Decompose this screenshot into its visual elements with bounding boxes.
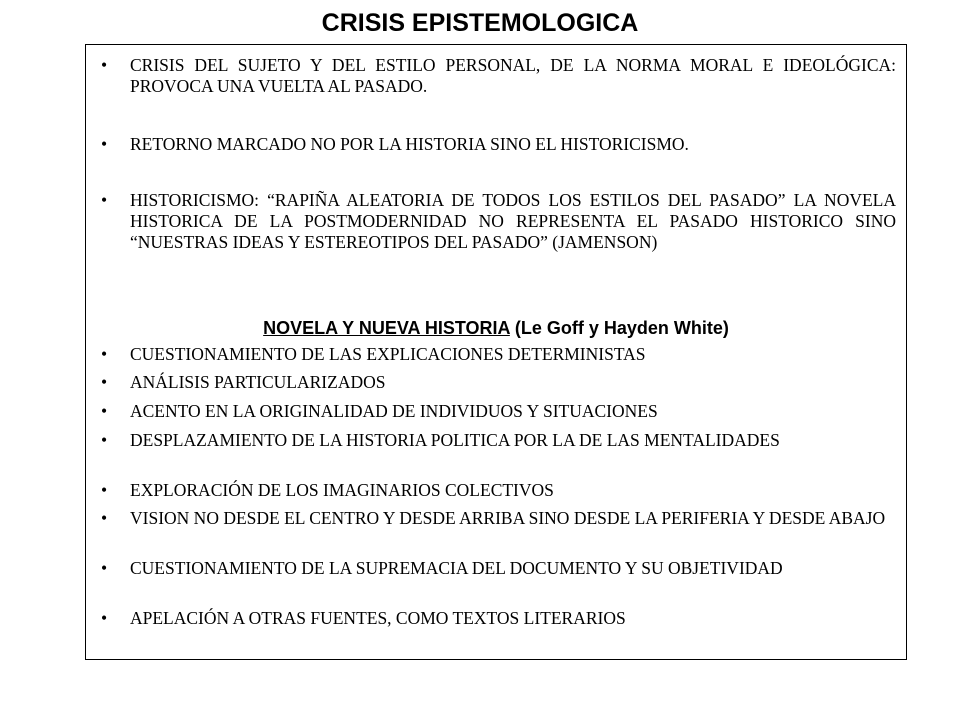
list-item: • APELACIÓN A OTRAS FUENTES, COMO TEXTOS LITERARIOS [130, 608, 896, 629]
list-item: • CUESTIONAMIENTO DE LA SUPREMACIA DEL DOCUMENTO Y SU OBJETIVIDAD [130, 558, 896, 579]
list-item: • CRISIS DEL SUJETO Y DEL ESTILO PERSONAL, DE LA NORMA MORAL E IDEOLÓGICA: PROVOCA UNA VUELTA AL PASADO. [130, 55, 896, 97]
list-item: • CUESTIONAMIENTO DE LAS EXPLICACIONES DETERMINISTAS [130, 344, 896, 365]
section-heading-main: NOVELA Y NUEVA HISTORIA [263, 318, 510, 338]
list-item: • ANÁLISIS PARTICULARIZADOS [130, 372, 896, 393]
list-item: • RETORNO MARCADO NO POR LA HISTORIA SINO EL HISTORICISMO. [130, 134, 896, 155]
section-heading-authors: (Le Goff y Hayden White) [509, 318, 729, 338]
list-item: • DESPLAZAMIENTO DE LA HISTORIA POLITICA POR LA DE LAS MENTALIDADES [130, 430, 896, 451]
list-item: • HISTORICISMO: “RAPIÑA ALEATORIA DE TODOS LOS ESTILOS DEL PASADO” LA NOVELA HISTORICA DE LA POSTMODERNIDAD NO REPRESENTA EL PASADO HISTORICO SINO “NUESTRAS IDEAS Y ESTEREOTIPOS DEL PASADO” (JAMENSON) [130, 190, 896, 253]
list-item: • ACENTO EN LA ORIGINALIDAD DE INDIVIDUOS Y SITUACIONES [130, 401, 896, 422]
page-title: CRISIS EPISTEMOLOGICA [321, 9, 639, 37]
content-box [85, 44, 907, 660]
list-item: • VISION NO DESDE EL CENTRO Y DESDE ARRIBA SINO DESDE LA PERIFERIA Y DESDE ABAJO [130, 508, 896, 529]
section-heading [86, 317, 906, 339]
list-item: • EXPLORACIÓN DE LOS IMAGINARIOS COLECTIVOS [130, 480, 896, 501]
